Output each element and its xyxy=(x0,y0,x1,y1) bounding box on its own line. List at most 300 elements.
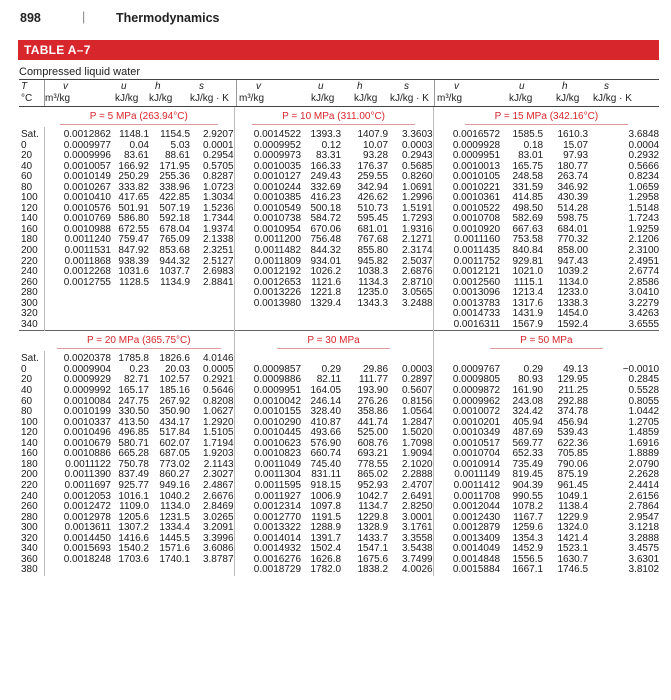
cell-temperature: 100 xyxy=(21,417,38,428)
cell-s: 2.8469 xyxy=(202,502,234,513)
cell-u: 569.77 xyxy=(512,438,544,449)
cell-v: 0.0011240 xyxy=(44,235,111,246)
cell-s: 0.2845 xyxy=(628,375,660,386)
cell-s: 2.9547 xyxy=(628,512,660,523)
cell-h: 858.00 xyxy=(557,246,589,257)
cell-s: 3.3558 xyxy=(402,533,433,544)
cell-v: 0.0010149 xyxy=(44,172,111,183)
cell-v: 0.0009973 xyxy=(234,151,301,162)
cell-s: 0.0005 xyxy=(202,364,234,375)
cell-v: 0.0011149 xyxy=(433,470,500,481)
cell-s: 2.3100 xyxy=(628,246,660,257)
cell-v: 0.0014932 xyxy=(234,544,301,555)
cell-u: 410.87 xyxy=(310,417,342,428)
cell-u: 735.49 xyxy=(512,459,544,470)
table-row xyxy=(19,193,659,204)
cell-temperature: 160 xyxy=(21,224,38,235)
pressure-label: P = 10 MPa (311.00°C) xyxy=(252,111,415,125)
cell-h: 267.92 xyxy=(159,396,190,407)
cell-u: 1031.6 xyxy=(118,267,149,278)
cell-u: 246.14 xyxy=(310,396,342,407)
cell-s: 1.4859 xyxy=(628,428,660,439)
cell-h: 1154.5 xyxy=(160,129,190,140)
cell-u: 904.39 xyxy=(512,480,544,491)
cell-h: 1233.0 xyxy=(557,288,589,299)
col-s-unit: kJ/kg · K xyxy=(593,93,632,104)
cell-s: 0.8208 xyxy=(202,396,234,407)
cell-v: 0.0009767 xyxy=(433,365,500,376)
cell-v: 0.0013980 xyxy=(234,299,301,310)
cell-s: 0.2954 xyxy=(202,151,234,162)
cell-h: 945.82 xyxy=(357,256,389,267)
cell-h: 97.93 xyxy=(563,151,589,162)
table-row xyxy=(19,449,659,460)
cell-s xyxy=(388,351,433,365)
cell-u: 576.90 xyxy=(310,438,342,449)
cell-v: 0.0013322 xyxy=(234,523,301,534)
cell-v: 0.0012560 xyxy=(433,278,500,289)
cell-u: 413.50 xyxy=(118,417,149,428)
cell-h: 1134.7 xyxy=(358,502,389,513)
cell-v: 0.0012755 xyxy=(44,278,111,289)
cell-h: 49.13 xyxy=(563,364,589,375)
cell-temperature: 100 xyxy=(21,193,38,204)
cell-u: 83.01 xyxy=(518,151,544,162)
cell-u: 1667.1 xyxy=(512,565,544,576)
cell-h: 595.45 xyxy=(357,214,389,225)
cell-v: 0.0011412 xyxy=(433,481,500,492)
cell-u: 672.55 xyxy=(118,224,149,235)
cell-u: 759.47 xyxy=(118,235,149,246)
cell-s: 3.2279 xyxy=(628,298,660,309)
table-row xyxy=(19,460,659,471)
running-head-separator: | xyxy=(82,10,86,24)
cell-s xyxy=(388,320,433,331)
running-head xyxy=(20,11,660,29)
cell-u: 750.78 xyxy=(118,459,149,470)
cell-temperature: Sat. xyxy=(21,129,39,140)
cell-u: 1191.5 xyxy=(311,512,342,523)
cell-v: 0.0011868 xyxy=(44,257,111,268)
cell-u xyxy=(111,309,149,320)
cell-s: 3.4575 xyxy=(628,544,660,555)
cell-v: 0.0011200 xyxy=(234,235,301,246)
cell-s: 3.0265 xyxy=(202,512,234,523)
cell-v: 0.0012268 xyxy=(44,267,111,278)
cell-u: 0.29 xyxy=(523,364,544,375)
cell-h: 947.43 xyxy=(557,256,589,267)
cell-s: 2.8841 xyxy=(202,277,234,288)
cell-s: 3.6301 xyxy=(628,554,660,565)
cell-h: 1445.5 xyxy=(159,533,190,544)
cell-s: 4.0146 xyxy=(202,353,234,365)
cell-h: 855.80 xyxy=(357,246,389,257)
cell-temperature: 80 xyxy=(21,182,33,193)
cell-s: 3.0001 xyxy=(402,512,433,523)
cell-u: 250.29 xyxy=(118,172,149,183)
cell-v: 0.0010155 xyxy=(234,407,301,418)
cell-v: 0.0013096 xyxy=(433,288,500,299)
cell-v: 0.0010410 xyxy=(44,193,111,204)
cell-s: 3.1761 xyxy=(402,523,433,534)
cell-v: 0.0018248 xyxy=(44,555,111,566)
col-T-unit: °C xyxy=(21,93,33,104)
cell-v: 0.0011122 xyxy=(44,460,111,471)
cell-u: 0.29 xyxy=(321,364,342,375)
cell-v: 0.0010769 xyxy=(44,214,111,225)
cell-temperature: 340 xyxy=(21,544,38,555)
cell-h: 1523.1 xyxy=(557,544,589,555)
cell-temperature: 300 xyxy=(21,298,38,309)
cell-u: 745.40 xyxy=(310,459,342,470)
col-s-symbol: s xyxy=(199,81,204,92)
cell-u: 1452.9 xyxy=(512,544,544,555)
cell-temperature: 120 xyxy=(21,428,38,439)
cell-s: 0.5646 xyxy=(202,386,234,397)
cell-v: 0.0012430 xyxy=(433,513,500,524)
col-h-symbol: h xyxy=(155,81,161,92)
cell-h: 767.68 xyxy=(357,235,389,246)
cell-temperature: 20 xyxy=(21,375,33,386)
cell-temperature: 240 xyxy=(21,491,38,502)
cell-h: 93.28 xyxy=(363,151,389,162)
table-row xyxy=(19,565,659,576)
cell-temperature: 360 xyxy=(21,554,38,565)
cell-u: 0.12 xyxy=(321,140,342,151)
cell-v: 0.0020378 xyxy=(44,351,111,365)
cell-s: 3.3603 xyxy=(402,129,433,140)
cell-s: 1.7243 xyxy=(628,214,660,225)
cell-s: 3.7499 xyxy=(402,554,433,565)
cell-s: 1.6916 xyxy=(628,438,660,449)
cell-s: 1.0564 xyxy=(402,407,433,418)
cell-v: 0.0010517 xyxy=(433,439,500,450)
cell-u: 831.11 xyxy=(311,470,342,481)
cell-v xyxy=(44,565,111,576)
col-u-symbol: u xyxy=(519,81,525,92)
col-u-unit: kJ/kg xyxy=(311,93,335,104)
cell-h: 514.28 xyxy=(557,203,589,214)
cell-h: 441.74 xyxy=(357,417,389,428)
cell-u: 929.81 xyxy=(512,256,544,267)
cell-v: 0.0010920 xyxy=(433,225,500,236)
table-row xyxy=(19,351,659,365)
cell-v: 0.0010704 xyxy=(433,449,500,460)
cell-s: 0.0004 xyxy=(628,140,660,151)
cell-v: 0.0010445 xyxy=(234,428,301,439)
cell-h: 1134.0 xyxy=(558,277,589,288)
cell-s: 1.5020 xyxy=(402,428,433,439)
cell-s: 3.1218 xyxy=(628,523,660,534)
cell-h: 1630.7 xyxy=(557,554,589,565)
cell-h: 961.45 xyxy=(557,480,589,491)
cell-v: 0.0014733 xyxy=(433,309,500,320)
cell-h: 1229.9 xyxy=(557,512,589,523)
cell-s: 0.5607 xyxy=(402,386,433,397)
cell-v: 0.0013409 xyxy=(433,534,500,545)
cell-u: 1567.9 xyxy=(512,319,544,330)
cell-s: 1.2705 xyxy=(628,417,660,428)
cell-v: 0.0010127 xyxy=(234,172,301,183)
cell-v xyxy=(44,309,111,320)
table-row xyxy=(19,418,659,429)
cell-v: 0.0011049 xyxy=(234,460,301,471)
cell-s: 0.2943 xyxy=(402,151,433,162)
cell-s: 3.2488 xyxy=(402,298,433,309)
cell-temperature: 60 xyxy=(21,396,33,407)
cell-u xyxy=(500,351,543,365)
cell-v: 0.0010042 xyxy=(234,397,301,408)
cell-h: 193.90 xyxy=(357,386,389,397)
cell-u: 847.92 xyxy=(118,246,149,257)
cell-v: 0.0010496 xyxy=(44,428,111,439)
cell-s: −0.0010 xyxy=(622,364,660,375)
col-h-unit: kJ/kg xyxy=(354,93,378,104)
cell-temperature: 320 xyxy=(21,309,38,320)
cell-s: 2.4867 xyxy=(202,480,234,491)
cell-h: 1338.3 xyxy=(557,298,589,309)
cell-s: 3.0565 xyxy=(402,288,433,299)
cell-u: 1785.8 xyxy=(118,353,149,365)
cell-v: 0.0010013 xyxy=(433,162,500,173)
cell-s: 0.8260 xyxy=(402,172,433,183)
cell-h: 10.07 xyxy=(363,140,389,151)
cell-s: 1.9374 xyxy=(202,224,234,235)
cell-s: 2.8710 xyxy=(402,277,433,288)
cell-h: 342.94 xyxy=(357,182,389,193)
cell-h: 1610.3 xyxy=(557,129,589,140)
cell-v: 0.0010914 xyxy=(433,460,500,471)
cell-s: 0.8234 xyxy=(628,172,660,183)
cell-s: 2.8250 xyxy=(402,502,433,513)
cell-s: 2.1271 xyxy=(402,235,433,246)
cell-u: 165.75 xyxy=(512,161,544,172)
cell-u: 586.80 xyxy=(118,214,149,225)
cell-v: 0.0009929 xyxy=(44,375,111,386)
col-T-symbol: T xyxy=(21,81,28,92)
cell-h: 292.88 xyxy=(557,396,589,407)
cell-h: 430.39 xyxy=(557,193,589,204)
cell-temperature: Sat. xyxy=(21,353,39,365)
cell-u: 584.72 xyxy=(310,214,342,225)
cell-h: 338.96 xyxy=(159,182,190,193)
cell-u: 82.71 xyxy=(123,375,149,386)
cell-temperature: 140 xyxy=(21,214,38,225)
cell-v: 0.0009857 xyxy=(234,365,301,376)
cell-h: 1229.8 xyxy=(357,512,389,523)
cell-h: 602.07 xyxy=(159,438,190,449)
cell-s: 1.7344 xyxy=(202,214,234,225)
cell-h: 949.16 xyxy=(159,480,190,491)
cell-s: 2.6774 xyxy=(628,267,660,278)
table-row xyxy=(19,407,659,418)
cell-u: 498.50 xyxy=(512,203,544,214)
cell-s: 0.0003 xyxy=(402,140,433,151)
col-h-symbol: h xyxy=(357,81,363,92)
cell-u: 328.40 xyxy=(310,407,342,418)
table-row xyxy=(19,299,659,310)
cell-h: 622.36 xyxy=(557,438,589,449)
cell-temperature: 260 xyxy=(21,502,38,513)
cell-h: 1134.3 xyxy=(358,277,389,288)
cell-h: 952.93 xyxy=(357,480,389,491)
cell-h xyxy=(341,320,388,331)
cell-s: 0.5705 xyxy=(202,161,234,172)
cell-u: 1317.6 xyxy=(512,298,544,309)
cell-u: 1540.2 xyxy=(118,544,149,555)
cell-temperature: 140 xyxy=(21,438,38,449)
cell-v: 0.0018729 xyxy=(234,565,301,576)
cell-s: 1.0442 xyxy=(628,407,660,418)
cell-h: 875.19 xyxy=(557,470,589,481)
cell-u: 1205.6 xyxy=(118,512,149,523)
column-group-divider xyxy=(44,80,45,106)
cell-v: 0.0010221 xyxy=(433,183,500,194)
cell-h: 705.85 xyxy=(557,449,589,460)
cell-u xyxy=(111,320,149,331)
cell-s: 1.5148 xyxy=(628,203,660,214)
column-header xyxy=(19,80,659,107)
cell-h: 693.21 xyxy=(357,449,389,460)
cell-h: 263.74 xyxy=(557,172,589,183)
cell-temperature: 200 xyxy=(21,470,38,481)
cell-s: 1.7293 xyxy=(402,214,433,225)
pressure-label: P = 20 MPa (365.75°C) xyxy=(57,335,221,349)
table-row xyxy=(19,267,659,278)
cell-u xyxy=(111,288,149,299)
cell-h: 129.95 xyxy=(557,375,589,386)
cell-v: 0.0010522 xyxy=(433,204,500,215)
cell-v: 0.0011435 xyxy=(433,246,500,257)
table-row xyxy=(19,481,659,492)
cell-temperature: 320 xyxy=(21,533,38,544)
cell-temperature: 120 xyxy=(21,203,38,214)
cell-h: 510.73 xyxy=(357,203,389,214)
cell-s: 1.9203 xyxy=(202,449,234,460)
cell-h: 180.77 xyxy=(557,161,589,172)
cell-u: 1416.6 xyxy=(118,533,149,544)
table-row xyxy=(19,246,659,257)
cell-h: 507.19 xyxy=(159,203,190,214)
cell-u: 1115.1 xyxy=(513,277,544,288)
cell-h: 211.25 xyxy=(558,386,589,397)
cell-u: 1259.6 xyxy=(512,523,544,534)
cell-u: 1121.6 xyxy=(311,277,342,288)
cell-v: 0.0011160 xyxy=(433,235,500,246)
cell-h: 5.03 xyxy=(170,140,190,151)
col-v-unit: m³/kg xyxy=(437,93,462,104)
cell-u: 0.23 xyxy=(129,364,149,375)
cell-v: 0.0016572 xyxy=(433,127,500,141)
cell-h: 1037.7 xyxy=(159,267,190,278)
cell-s: 0.8055 xyxy=(628,396,660,407)
cell-u: 414.85 xyxy=(512,193,544,204)
cell-u: 83.61 xyxy=(123,151,149,162)
cell-s: 1.2920 xyxy=(202,417,234,428)
cell-u: 1307.2 xyxy=(118,523,149,534)
table-row xyxy=(19,214,659,225)
cell-u: 248.58 xyxy=(512,172,544,183)
cell-u: 161.90 xyxy=(512,386,544,397)
cell-h xyxy=(341,351,388,365)
cell-u: 670.06 xyxy=(310,224,342,235)
table-row xyxy=(19,235,659,246)
cell-u: 501.91 xyxy=(118,203,149,214)
cell-v: 0.0011809 xyxy=(234,257,301,268)
cell-u: 1782.0 xyxy=(310,565,342,576)
cell-temperature: 340 xyxy=(21,319,38,330)
cell-u: 1221.8 xyxy=(310,288,342,299)
cell-h xyxy=(149,288,190,299)
cell-u: 330.50 xyxy=(118,407,149,418)
cell-h: 1421.4 xyxy=(557,533,589,544)
cell-v: 0.0011708 xyxy=(433,492,500,503)
col-s-symbol: s xyxy=(404,81,409,92)
cell-u: 1167.7 xyxy=(513,512,544,523)
cell-u xyxy=(111,299,149,310)
cell-v: 0.0012472 xyxy=(44,502,111,513)
cell-u: 0.04 xyxy=(129,140,149,151)
cell-s: 1.0723 xyxy=(202,182,234,193)
cell-s: 2.3027 xyxy=(202,470,234,481)
cell-u: 243.08 xyxy=(512,396,544,407)
cell-h: 778.55 xyxy=(357,459,389,470)
cell-h: 525.00 xyxy=(357,428,389,439)
cell-u: 1213.4 xyxy=(512,288,544,299)
cell-u: 667.63 xyxy=(512,224,544,235)
cell-h: 684.01 xyxy=(557,224,589,235)
cell-u: 925.77 xyxy=(118,480,149,491)
cell-s: 1.2958 xyxy=(628,193,660,204)
cell-s xyxy=(190,288,234,299)
cell-v xyxy=(44,288,111,299)
col-u-symbol: u xyxy=(318,81,324,92)
cell-s xyxy=(190,309,234,320)
cell-h xyxy=(149,309,190,320)
cell-s: 3.5438 xyxy=(402,544,433,555)
cell-u: 165.17 xyxy=(118,386,149,397)
cell-v: 0.0009872 xyxy=(433,386,500,397)
cell-v: 0.0011482 xyxy=(234,246,301,257)
pressure-heading-row xyxy=(19,107,659,127)
cell-u: 1097.8 xyxy=(310,502,342,513)
cell-s: 2.4707 xyxy=(402,480,433,491)
table-row xyxy=(19,397,659,408)
cell-h: 456.94 xyxy=(557,417,589,428)
table-caption: Compressed liquid water xyxy=(19,66,141,78)
cell-u: 1354.3 xyxy=(512,533,544,544)
pressure-label: P = 5 MPa (263.94°C) xyxy=(60,111,218,125)
cell-temperature: 380 xyxy=(21,565,38,576)
cell-h: 1746.5 xyxy=(557,565,589,576)
cell-h: 434.17 xyxy=(159,417,190,428)
cell-h: 678.04 xyxy=(159,224,190,235)
cell-s: 1.3034 xyxy=(202,193,234,204)
cell-h: 350.90 xyxy=(159,407,190,418)
table-row xyxy=(19,523,659,534)
cell-s: 3.6086 xyxy=(202,544,234,555)
col-u-symbol: u xyxy=(121,81,127,92)
cell-v: 0.0015693 xyxy=(44,544,111,555)
cell-u: 249.43 xyxy=(310,172,342,183)
cell-v: 0.0012044 xyxy=(433,502,500,513)
column-group-divider xyxy=(434,80,435,106)
cell-h: 171.95 xyxy=(159,161,190,172)
cell-v: 0.0012653 xyxy=(234,278,301,289)
table-row xyxy=(19,365,659,376)
cell-s xyxy=(190,320,234,331)
cell-s: 1.7194 xyxy=(202,438,234,449)
